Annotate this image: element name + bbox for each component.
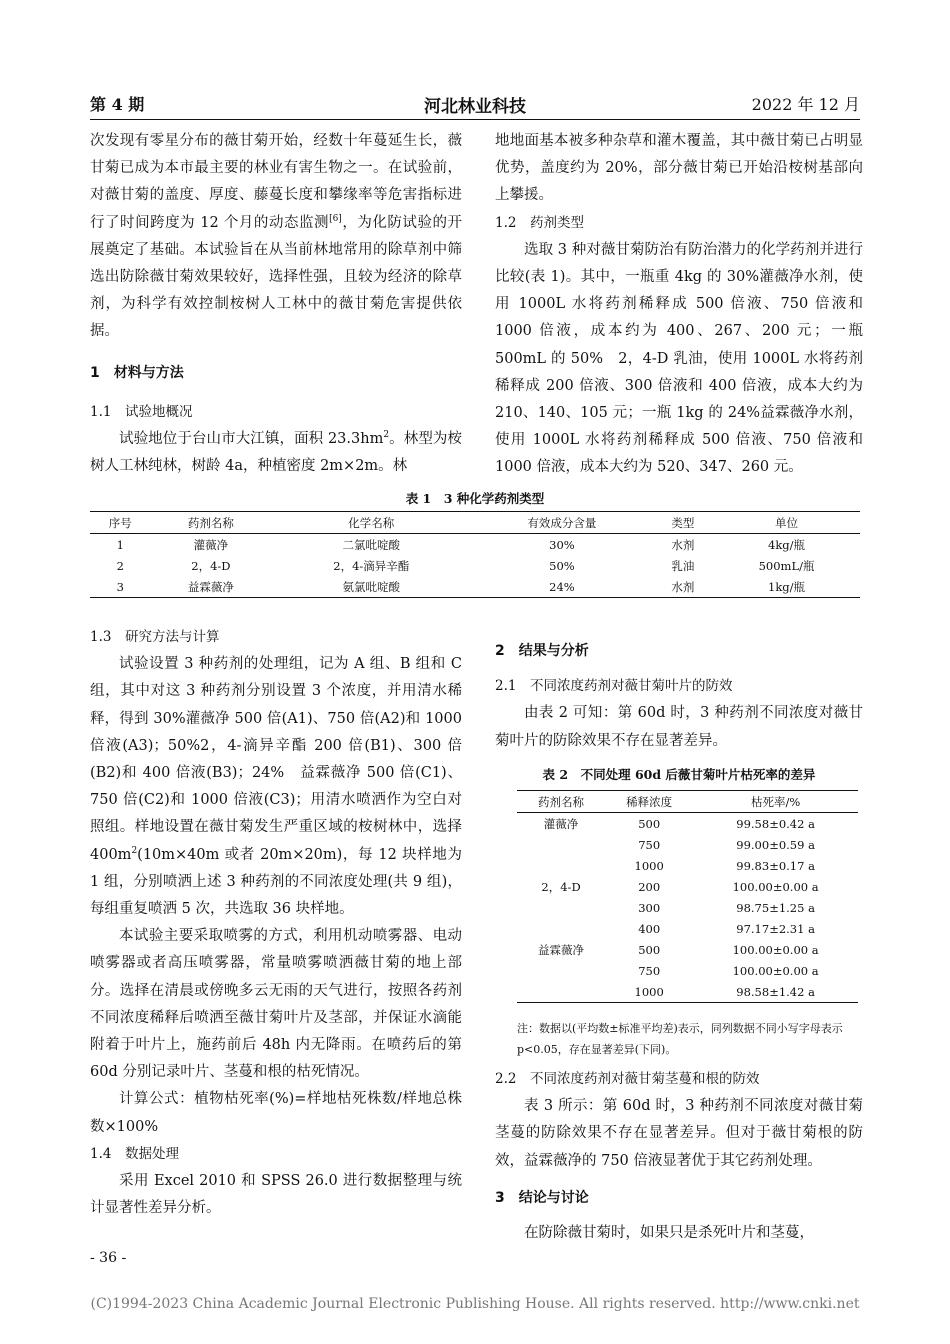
paragraph: 试验设置 3 种药剂的处理组，记为 A 组、B 组和 C 组，其中对这 3 种药剂分别设置 3 个浓度，并用清水稀释，得到 30%灌薇净 500 倍(A1)、750 倍(A2)和 1000 倍液(A3)；50%2，4-滴异辛酯 200 倍(B1)、300 倍(B2)和 400 倍液(B3)；24% 益霖薇净 500 倍(C1)、750 倍(C2)和 1000 倍液(C3)；用清水喷洒作为空白对照组。样地设置在薇甘菊发生严重区域的桉树林中，选择 $400m^2(10m\times 40m$ 或者 20m×20m)，每 12 块样地为 1 组，分别喷洒上述 3 种药剂的不同浓度处理(共 9 组)，每组重复喷洒 5 次，共选取 36 块样地。 (90, 656, 462, 918)
table-cell (517, 960, 605, 981)
table-header-row (517, 791, 858, 813)
table-cell: 400 (638, 921, 661, 936)
subsection-heading: 1.4 数据处理 (90, 1145, 179, 1162)
section-heading: 3 结论与讨论 (495, 1189, 589, 1206)
table-cell: 灌薇净 (193, 537, 229, 552)
copyright-footer: (C)1994-2023 China Academic Journal Electronic Publishing House. All rights reserved. http://www.cnki.net (90, 1296, 860, 1312)
paragraph: 次发现有零星分布的薇甘菊开始，经数十年蔓延生长，薇甘菊已成为本市最主要的林业有害生物之一。在试验前，对薇甘菊的盖度、厚度、藤蔓长度和攀缘率等危害指标进行了时间跨度为 12 个月的动态监测[6]，为化防试验的开展奠定了基础。本试验旨在从当前林地常用的除草剂中筛选出防除薇甘菊效果较好，选择性强，且较为经济的除草剂，为科学有效控制桉树人工林中的薇甘菊危害提供依据。 (90, 133, 463, 340)
column-header: 稀释浓度 (605, 791, 693, 813)
table-cell (517, 981, 605, 1003)
table-cell: 1 (116, 537, 124, 552)
table-cell: 2，4-D (541, 879, 581, 894)
table-cell: 2，4-滴异辛酯 (333, 558, 410, 573)
table-cell: 氨氯吡啶酸 (271, 576, 471, 598)
column-header: 单位 (713, 512, 860, 534)
table-cell: 水剂 (671, 537, 695, 552)
left-column-bottom (90, 624, 462, 1222)
table-cell: 乳油 (671, 558, 695, 573)
page-number: - 36 - (90, 1250, 127, 1266)
table-cell: 24% (471, 576, 652, 598)
table-cell: 750 (638, 837, 661, 852)
issue-date: 2022 年 12 月 (751, 95, 860, 114)
right-column-top (495, 128, 863, 482)
subsection-heading: 1.2 药剂类型 (495, 214, 584, 231)
table-cell: 1000 (605, 981, 693, 1003)
table-cell: 二氯吡啶酸 (342, 537, 401, 552)
table-row (517, 939, 858, 960)
table-cell: 98.75±1.25 a (736, 900, 815, 915)
column-header: 化学名称 (271, 512, 471, 534)
section-heading: 2 结果与分析 (495, 643, 589, 659)
table2-note: 注：数据以(平均数±标准平均差)表示，同列数据不同小写字母表示 p<0.05，存在显著差异(下同)。 (517, 1022, 843, 1056)
column-header: 类型 (653, 512, 713, 534)
table-cell: 200 (638, 879, 661, 894)
table-cell: 水剂 (653, 576, 713, 598)
subsection-heading: 1.3 研究方法与计算 (90, 629, 220, 645)
subsection-heading: 1.1 试验地概况 (90, 403, 193, 420)
table-cell: 300 (638, 900, 661, 915)
table-row (517, 897, 858, 918)
paragraph: 选取 3 种对薇甘菊防治有防治潜力的化学药剂并进行比较(表 1)。其中，一瓶重 4kg 的 30%灌薇净水剂，使用 1000L 水将药剂稀释成 500 倍液、750 倍液和 1000 倍液，成本约为 400、267、200 元；一瓶 500mL 的 50% 2，4-D 乳油，使用 1000L 水将药剂稀释成 200 倍液、300 倍液和 400 倍液，成本大约为 210、140、105 元；一瓶 1kg 的 24%益霖薇净水剂，使用 1000L 水将药剂稀释成 500 倍液、750 倍液和 1000 倍液，成本大约为 520、347、260 元。 (495, 241, 863, 476)
table2 (517, 790, 858, 1003)
table-cell: 500 (638, 942, 661, 957)
table-row (517, 981, 858, 1003)
column-header: 序号 (90, 512, 150, 534)
table-cell: 50% (549, 558, 575, 573)
table-row (517, 855, 858, 876)
table-cell (517, 855, 605, 876)
table-cell: 99.00±0.59 a (736, 837, 815, 852)
table-row (90, 555, 860, 576)
table-cell: 30% (549, 537, 575, 552)
table-cell (517, 897, 605, 918)
table-cell: 98.58±1.42 a (693, 981, 858, 1003)
table-cell: 99.58±0.42 a (736, 816, 815, 831)
paragraph: 计算公式：植物枯死率(%)=样地枯死株数/样地总株数×100% (90, 1091, 462, 1135)
table2-caption: 表 2 不同处理 60d 后薇甘菊叶片枯死率的差异 (542, 767, 816, 782)
table-cell: 100.00±0.00 a (732, 963, 819, 978)
column-header: 有效成分含量 (471, 512, 652, 534)
table-cell: 益霖薇净 (538, 942, 585, 957)
table-cell: 750 (638, 963, 661, 978)
table-cell: 100.00±0.00 a (732, 879, 819, 894)
header-rule (90, 119, 860, 120)
issue-number: 第 4 期 (90, 95, 145, 114)
table-row (90, 576, 860, 598)
table-cell: 益霖薇净 (150, 576, 271, 598)
journal-title: 河北林业科技 (424, 97, 526, 117)
table-cell: 1kg/瓶 (713, 576, 860, 598)
table-cell: 97.17±2.31 a (736, 921, 815, 936)
column-header: 药剂名称 (517, 791, 605, 813)
subsection-heading: 2.1 不同浓度药剂对薇甘菊叶片的防效 (495, 678, 733, 695)
left-column-top (90, 128, 462, 480)
table-cell (517, 918, 605, 939)
paragraph: 在防除薇甘菊时，如果只是杀死叶片和茎蔓， (524, 1225, 814, 1242)
table-row (517, 918, 858, 939)
table-cell: 2，4-D (191, 558, 231, 573)
table-row (517, 876, 858, 897)
table-cell: 2 (116, 558, 124, 573)
section-heading: 1 材料与方法 (90, 364, 184, 381)
table-cell: 100.00±0.00 a (732, 942, 819, 957)
table-cell: 99.83±0.17 a (736, 858, 815, 873)
table-cell (517, 834, 605, 855)
table-row (517, 834, 858, 855)
paragraph: 本试验主要采取喷雾的方式，利用机动喷雾器、电动喷雾器或者高压喷雾器，常量喷雾喷洒薇甘菊的地上部分。选择在清晨或傍晚多云无雨的天气进行，按照各药剂不同浓度稀释后喷洒至薇甘菊叶片及茎部，并保证水滴能附着于叶片上，施药前后 48h 内无降雨。在喷药后的第 60d 分别记录叶片、茎蔓和根的枯死情况。 (90, 928, 462, 1081)
table-cell: 500 (638, 816, 661, 831)
table-cell: 1000 (634, 858, 664, 873)
paragraph: 采用 Excel 2010 和 SPSS 26.0 进行数据整理与统计显著性差异分析。 (90, 1173, 462, 1217)
right-column-results (495, 638, 863, 755)
column-header: 枯死率/% (693, 791, 858, 813)
subsection-heading: 2.2 不同浓度药剂对薇甘菊茎蔓和根的防效 (495, 1071, 760, 1087)
table-cell: 500mL/瓶 (758, 558, 815, 573)
table1 (90, 511, 860, 598)
table-cell: 4kg/瓶 (768, 537, 806, 552)
paragraph: 试验地位于台山市大江镇，面积 $23.3hm^2$。林型为桉树人工林纯林，树龄 4a，种植密度 2m×2m。林 (90, 430, 463, 475)
table-row (90, 534, 860, 556)
table1-caption: 表 1 3 种化学药剂类型 (405, 491, 545, 506)
column-header: 药剂名称 (150, 512, 271, 534)
table-header-row (90, 512, 860, 534)
paragraph: 由表 2 可知：第 60d 时，3 种药剂不同浓度对薇甘菊叶片的防除效果不存在显著差异。 (495, 705, 863, 749)
paragraph: 地地面基本被多种杂草和灌木覆盖，其中薇甘菊已占明显优势，盖度约为 20%，部分薇甘菊已开始沿桉树基部向上攀援。 (495, 133, 863, 204)
table-cell: 3 (90, 576, 150, 598)
paragraph: 表 3 所示：第 60d 时，3 种药剂不同浓度对薇甘菊茎蔓的防除效果不存在显著差异。但对于薇甘菊根的防效，益霖薇净的 750 倍液显著优于其它药剂处理。 (495, 1098, 863, 1169)
right-column-discussion (495, 1066, 863, 1247)
table-row (517, 813, 858, 835)
table-row (517, 960, 858, 981)
table-cell: 灌薇净 (543, 816, 579, 831)
